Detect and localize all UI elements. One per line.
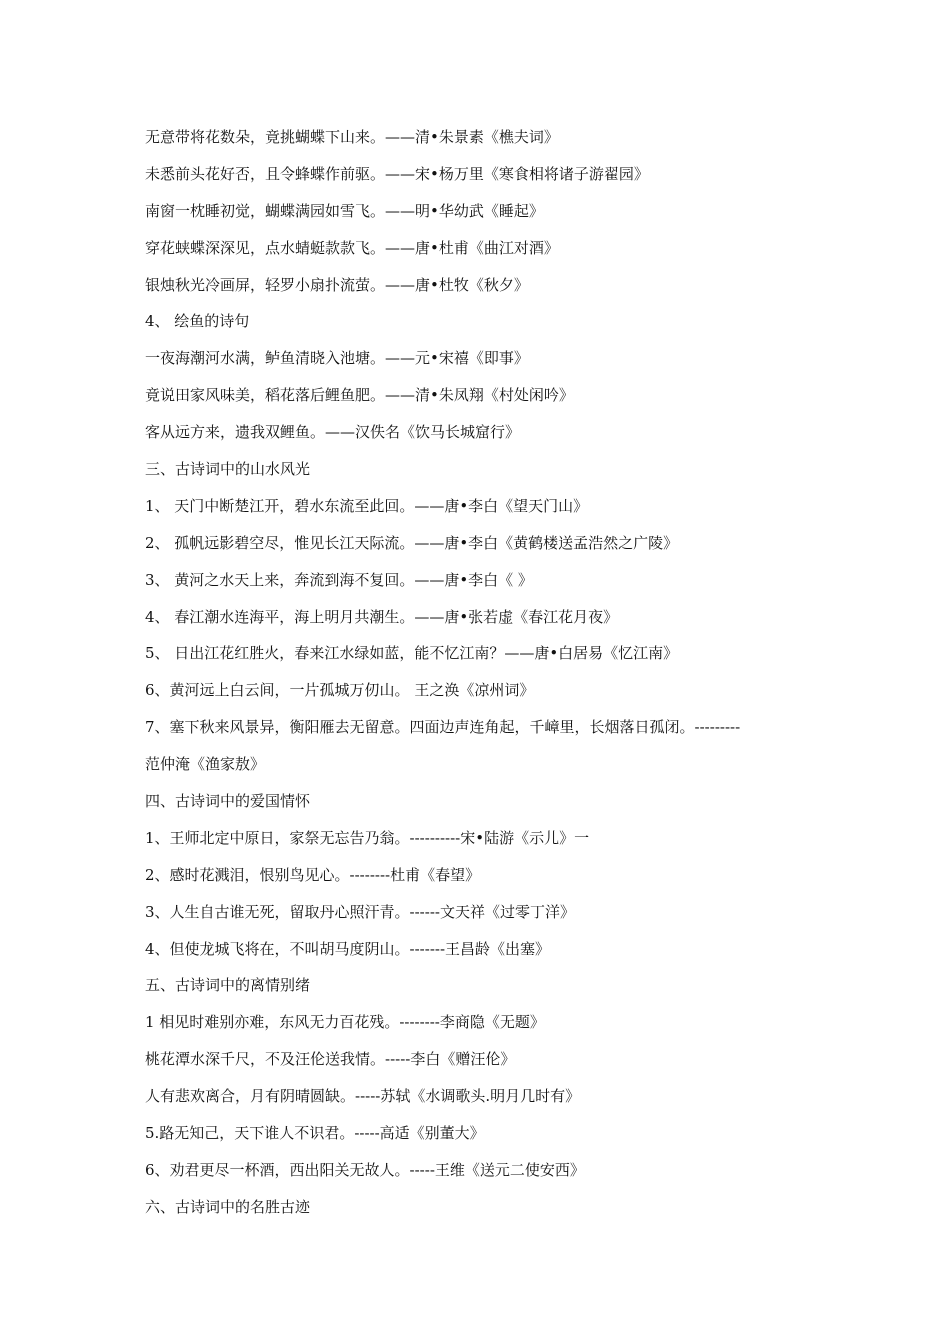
text-line: 人有悲欢离合，月有阴晴圆缺。-----苏轼《水调歌头.明月几时有》 [145,1087,581,1106]
text-line: 1 相见时难别亦难，东风无力百花残。--------李商隐《无题》 [145,1013,545,1032]
text-line: 7、塞下秋来风景异，衡阳雁去无留意。四面边声连角起，千嶂里，长烟落日孤闭。--------- [145,718,741,737]
text-line: 桃花潭水深千尺，不及汪伦送我情。-----李白《赠汪伦》 [145,1050,516,1069]
text-line: 5、 日出江花红胜火，春来江水绿如蓝，能不忆江南？——唐•白居易《忆江南》 [145,644,679,663]
text-line: 3、 黄河之水天上来，奔流到海不复回。——唐•李白《 》 [145,570,533,589]
text-line: 1、王师北定中原日，家祭无忘告乃翁。----------宋•陆游《示儿》一 [145,828,590,847]
text-line: 6、黄河远上白云间，一片孤城万仞山。 王之涣《凉州词》 [145,681,535,700]
section-heading: 四、古诗词中的爱国情怀 [145,792,311,811]
text-line: 竟说田家风味美，稻花落后鲤鱼肥。——清•朱凤翔《村处闲吟》 [145,386,574,405]
text-line: 范仲淹《渔家敖》 [145,755,266,774]
text-line: 银烛秋光冷画屏，轻罗小扇扑流萤。——唐•杜牧《秋夕》 [145,275,529,294]
text-line: 3、人生自古谁无死，留取丹心照汗青。------文天祥《过零丁洋》 [145,902,575,921]
text-line: 6、劝君更尽一杯酒，西出阳关无故人。-----王维《送元二使安西》 [145,1160,585,1179]
text-line: 5.路无知己，天下谁人不识君。-----高适《别董大》 [145,1124,485,1143]
text-line: 2、感时花溅泪，恨别鸟见心。--------杜甫《春望》 [145,865,481,884]
section-heading: 六、古诗词中的名胜古迹 [145,1197,311,1216]
document-body [145,125,835,1232]
section-heading: 三、古诗词中的山水风光 [145,460,311,479]
text-line: 4、但使龙城飞将在，不叫胡马度阴山。-------王昌龄《出塞》 [145,939,551,958]
text-line: 南窗一枕睡初觉，蝴蝶满园如雪飞。——明•华幼武《睡起》 [145,201,544,220]
section-heading: 五、古诗词中的离情别绪 [145,976,311,995]
section-heading: 4、 绘鱼的诗句 [145,312,250,331]
text-line: 无意带将花数朵，竟挑蝴蝶下山来。——清•朱景素《樵夫词》 [145,128,559,146]
text-line: 1、 天门中断楚江开，碧水东流至此回。——唐•李白《望天门山》 [145,496,589,515]
text-line: 客从远方来，遗我双鲤鱼。——汉佚名《饮马长城窟行》 [145,423,521,442]
text-line: 一夜海潮河水满，鲈鱼清晓入池塘。——元•宋禧《即事》 [145,349,529,368]
text-line: 2、 孤帆远影碧空尽，惟见长江天际流。——唐•李白《黄鹤楼送孟浩然之广陵》 [145,533,679,552]
text-line: 穿花蛱蝶深深见，点水蜻蜓款款飞。——唐•杜甫《曲江对酒》 [145,238,559,257]
text-line: 4、 春江潮水连海平，海上明月共潮生。——唐•张若虚《春江花月夜》 [145,607,619,626]
text-line: 未悉前头花好否，且令蜂蝶作前驱。——宋•杨万里《寒食相将诸子游翟园》 [145,164,649,183]
